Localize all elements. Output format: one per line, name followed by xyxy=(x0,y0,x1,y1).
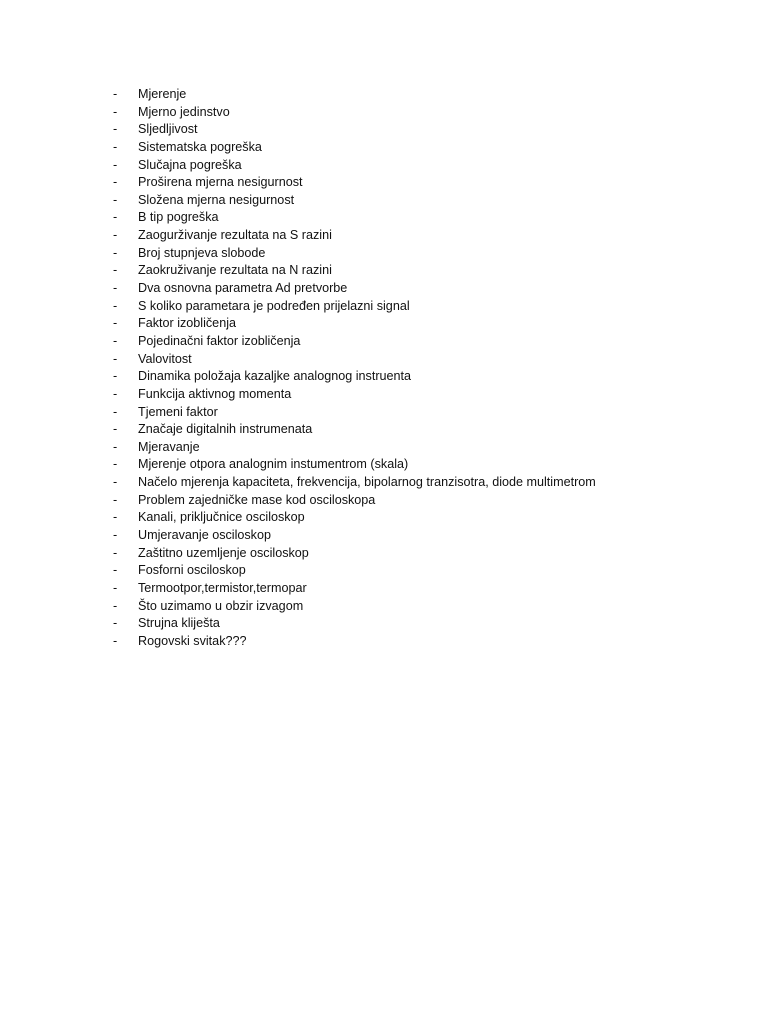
list-item-text: Tjemeni faktor xyxy=(138,404,218,419)
list-item-text: Strujna kliješta xyxy=(138,616,220,631)
list-item-text: Sljedljivost xyxy=(138,122,198,137)
bullet-dash: - xyxy=(113,563,118,578)
bullet-dash: - xyxy=(113,598,118,613)
list-item-text: Fosforni osciloskop xyxy=(138,563,246,578)
bullet-dash: - xyxy=(113,263,118,278)
bullet-dash: - xyxy=(113,157,118,172)
list-item-text: Zaokruživanje rezultata na N razini xyxy=(138,263,332,278)
list-item-text: Mjerno jedinstvo xyxy=(138,104,230,119)
bullet-dash: - xyxy=(113,457,118,472)
bullet-dash: - xyxy=(113,369,118,384)
list-item-text: Funkcija aktivnog momenta xyxy=(138,386,292,401)
bullet-dash: - xyxy=(113,351,118,366)
bullet-dash: - xyxy=(113,281,118,296)
bullet-dash: - xyxy=(113,192,118,207)
bullet-dash: - xyxy=(113,210,118,225)
list-item-text: Valovitost xyxy=(138,351,192,366)
bullet-dash: - xyxy=(113,87,118,101)
bullet-dash: - xyxy=(113,510,118,525)
bullet-dash: - xyxy=(113,545,118,560)
bullet-dash: - xyxy=(113,492,118,507)
bullet-dash: - xyxy=(113,580,118,595)
list-item-text: Slučajna pogreška xyxy=(138,157,242,172)
list-item-text: Dva osnovna parametra Ad pretvorbe xyxy=(138,281,348,296)
list-item-text: Faktor izobličenja xyxy=(138,316,236,331)
list-item-text: Dinamika položaja kazaljke analognog instruenta xyxy=(138,369,412,384)
list-item-text: S koliko parametara je podređen prijelazni signal xyxy=(138,298,410,313)
bullet-dash: - xyxy=(113,175,118,190)
bullet-dash: - xyxy=(113,386,118,401)
list-item-text: Značaje digitalnih instrumenata xyxy=(138,422,313,437)
list-item-text: Što uzimamo u obzir izvagom xyxy=(138,598,304,613)
bullet-dash: - xyxy=(113,475,118,490)
bullet-dash: - xyxy=(113,633,118,648)
bullet-dash: - xyxy=(113,616,118,631)
bullet-dash: - xyxy=(113,122,118,137)
bullet-dash: - xyxy=(113,422,118,437)
bullet-dash: - xyxy=(113,228,118,243)
bullet-dash: - xyxy=(113,104,118,119)
list-item-text: Mjerenje xyxy=(138,87,187,101)
list-item-text: B tip pogreška xyxy=(138,210,219,225)
bullet-dash: - xyxy=(113,404,118,419)
bullet-dash: - xyxy=(113,528,118,543)
list-item-text: Sistematska pogreška xyxy=(138,139,262,154)
bullet-dash: - xyxy=(113,298,118,313)
list-item-text: Zaogurživanje rezultata na S razini xyxy=(138,228,332,243)
bullet-dash: - xyxy=(113,316,118,331)
bullet-dash: - xyxy=(113,245,118,260)
list-item-text: Mjeravanje xyxy=(138,439,200,454)
list-item-text: Rogovski svitak??? xyxy=(138,633,247,648)
list-item-text: Pojedinačni faktor izobličenja xyxy=(138,333,301,348)
list-item-text: Termootpor,termistor,termopar xyxy=(138,580,307,595)
bullet-dash: - xyxy=(113,333,118,348)
list-item-text: Umjeravanje osciloskop xyxy=(138,528,271,543)
bullet-dash: - xyxy=(113,139,118,154)
list-item-text: Broj stupnjeva slobode xyxy=(138,245,266,260)
list-item-text: Proširena mjerna nesigurnost xyxy=(138,175,303,190)
list-item-text: Načelo mjerenja kapaciteta, frekvencija, bipolarnog tranzisotra, diode multimetrom xyxy=(138,475,596,490)
bullet-dash: - xyxy=(113,439,118,454)
list-item-text: Zaštitno uzemljenje osciloskop xyxy=(138,545,309,560)
list-item-text: Mjerenje otpora analognim instumentrom (skala) xyxy=(138,457,409,472)
list-item-text: Kanali, priključnice osciloskop xyxy=(138,510,305,525)
list-item-text: Složena mjerna nesigurnost xyxy=(138,192,295,207)
list-item-text: Problem zajedničke mase kod osciloskopa xyxy=(138,492,376,507)
